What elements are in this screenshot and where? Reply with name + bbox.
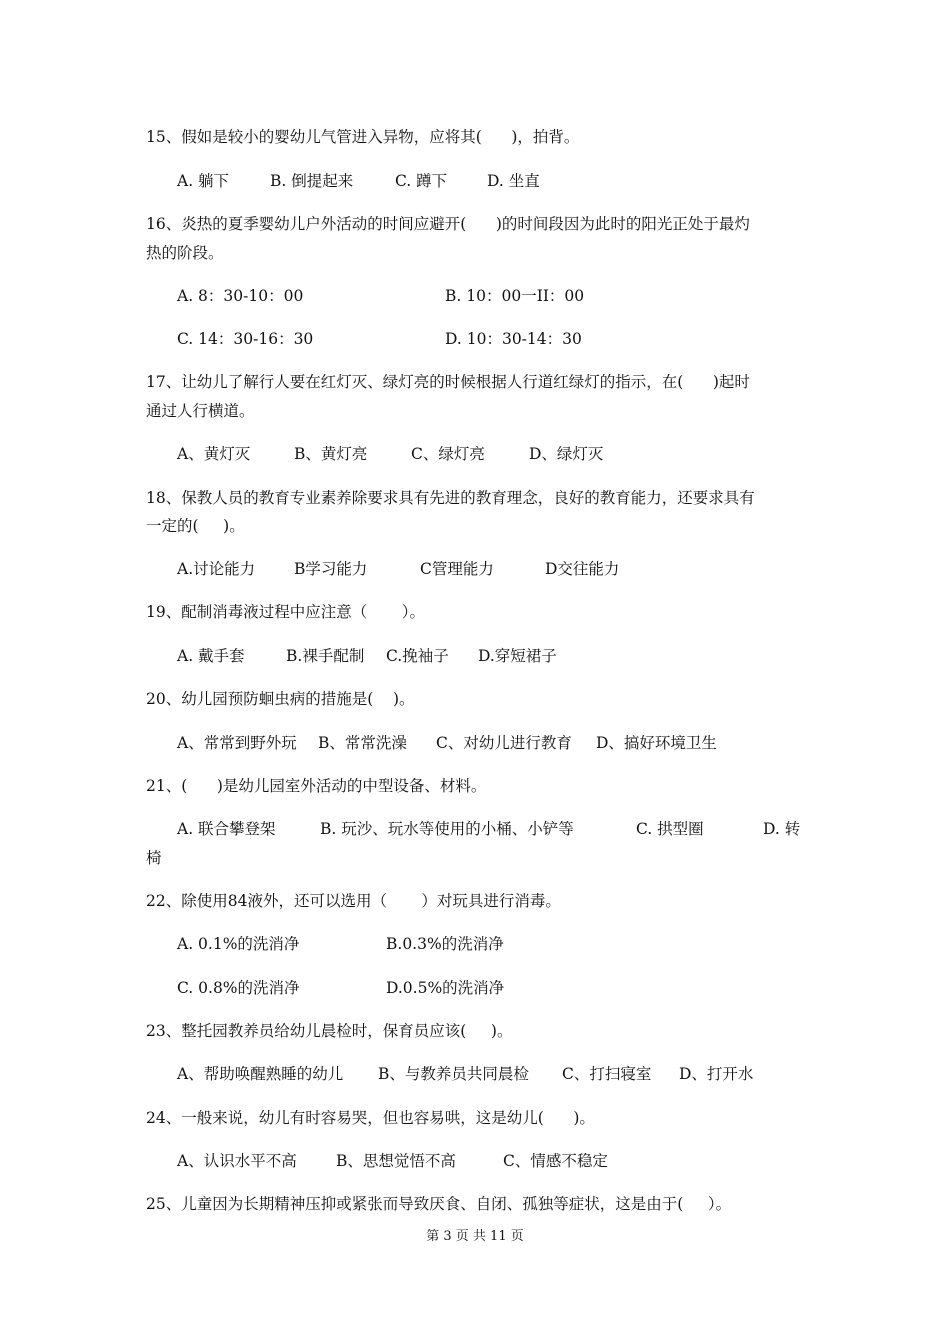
q19-option-a: A. 戴手套 (177, 647, 245, 665)
q20-option-d: D、搞好环境卫生 (596, 734, 717, 752)
q17-option-c: C、绿灯亮 (411, 445, 485, 463)
question-16-text-cont: 热的阶段。 (146, 244, 224, 262)
q16-option-d: D. 10：30-14：30 (445, 330, 582, 348)
q15-option-a: A. 躺下 (177, 172, 230, 190)
q16-option-b: B. 10：00一II：00 (445, 287, 585, 305)
q19-option-c: C.挽袖子 (386, 647, 449, 665)
q18-option-c: C管理能力 (420, 560, 494, 578)
q20-option-a: A、常常到野外玩 (177, 734, 297, 752)
q24-option-b: B、思想觉悟不高 (336, 1152, 456, 1170)
question-20-text: 20、幼儿园预防蛔虫病的措施是( )。 (146, 690, 415, 708)
q17-option-a: A、黄灯灭 (177, 445, 251, 463)
question-25-text: 25、儿童因为长期精神压抑或紧张而导致厌食、自闭、孤独等症状，这是由于( ）。 (146, 1195, 732, 1213)
page-number-footer: 第 3 页 共 11 页 (426, 1229, 524, 1244)
q21-option-a: A. 联合攀登架 (177, 820, 276, 838)
q18-option-a: A.讨论能力 (177, 560, 256, 578)
q23-option-d: D、打开水 (679, 1065, 754, 1083)
q22-option-c: C. 0.8%的洗消净 (177, 979, 300, 997)
question-24-text: 24、一般来说，幼儿有时容易哭，但也容易哄，这是幼儿( )。 (146, 1109, 595, 1127)
question-15-text: 15、假如是较小的婴幼儿气管进入异物，应将其( )，拍背。 (146, 128, 580, 146)
question-17-text-cont: 通过人行横道。 (146, 402, 255, 420)
q22-option-d: D.0.5%的洗消净 (386, 979, 505, 997)
q22-option-b: B.0.3%的洗消净 (386, 935, 504, 953)
q21-option-c: C. 拱型圈 (636, 820, 704, 838)
q17-option-b: B、黄灯亮 (294, 445, 368, 463)
q19-option-b: B.裸手配制 (286, 647, 365, 665)
question-16-text: 16、炎热的夏季婴幼儿户外活动的时间应避开( )的时间段因为此时的阳光正处于最灼 (146, 215, 750, 233)
q24-option-a: A、认识水平不高 (177, 1152, 297, 1170)
q15-option-c: C. 蹲下 (395, 172, 448, 190)
q23-option-a: A、帮助唤醒熟睡的幼儿 (177, 1065, 344, 1083)
question-22-text: 22、除使用84液外，还可以选用（ ）对玩具进行消毒。 (146, 892, 561, 910)
q24-option-c: C、情感不稳定 (503, 1152, 608, 1170)
q20-option-b: B、常常洗澡 (318, 734, 407, 752)
question-19-text: 19、配制消毒液过程中应注意（ ）。 (146, 603, 425, 621)
q17-option-d: D、绿灯灭 (529, 445, 604, 463)
q15-option-b: B. 倒提起来 (270, 172, 354, 190)
question-21-text: 21、( )是幼儿园室外活动的中型设备、材料。 (146, 777, 487, 795)
question-23-text: 23、整托园教养员给幼儿晨检时，保育员应该( )。 (146, 1022, 513, 1040)
q23-option-c: C、打扫寝室 (562, 1065, 652, 1083)
question-18-text: 18、保教人员的教育专业素养除要求具有先进的教育理念，良好的教育能力，还要求具有 (146, 489, 755, 507)
q19-option-d: D.穿短裙子 (478, 647, 557, 665)
q18-option-d: D交往能力 (545, 560, 620, 578)
q22-option-a: A. 0.1%的洗消净 (177, 935, 300, 953)
q18-option-b: B学习能力 (294, 560, 368, 578)
q21-option-d: D. 转 (763, 820, 801, 838)
question-18-text-cont: 一定的( )。 (146, 517, 245, 535)
q16-option-a: A. 8：30-10：00 (177, 287, 304, 305)
q21-option-d-wrap: 椅 (146, 849, 162, 867)
q21-option-b: B. 玩沙、玩水等使用的小桶、小铲等 (320, 820, 574, 838)
q20-option-c: C、对幼儿进行教育 (436, 734, 572, 752)
q15-option-d: D. 坐直 (487, 172, 540, 190)
q23-option-b: B、与教养员共同晨检 (378, 1065, 529, 1083)
question-17-text: 17、让幼儿了解行人要在红灯灭、绿灯亮的时候根据人行道红绿灯的指示，在( )起时 (146, 373, 750, 391)
q16-option-c: C. 14：30-16：30 (177, 330, 314, 348)
